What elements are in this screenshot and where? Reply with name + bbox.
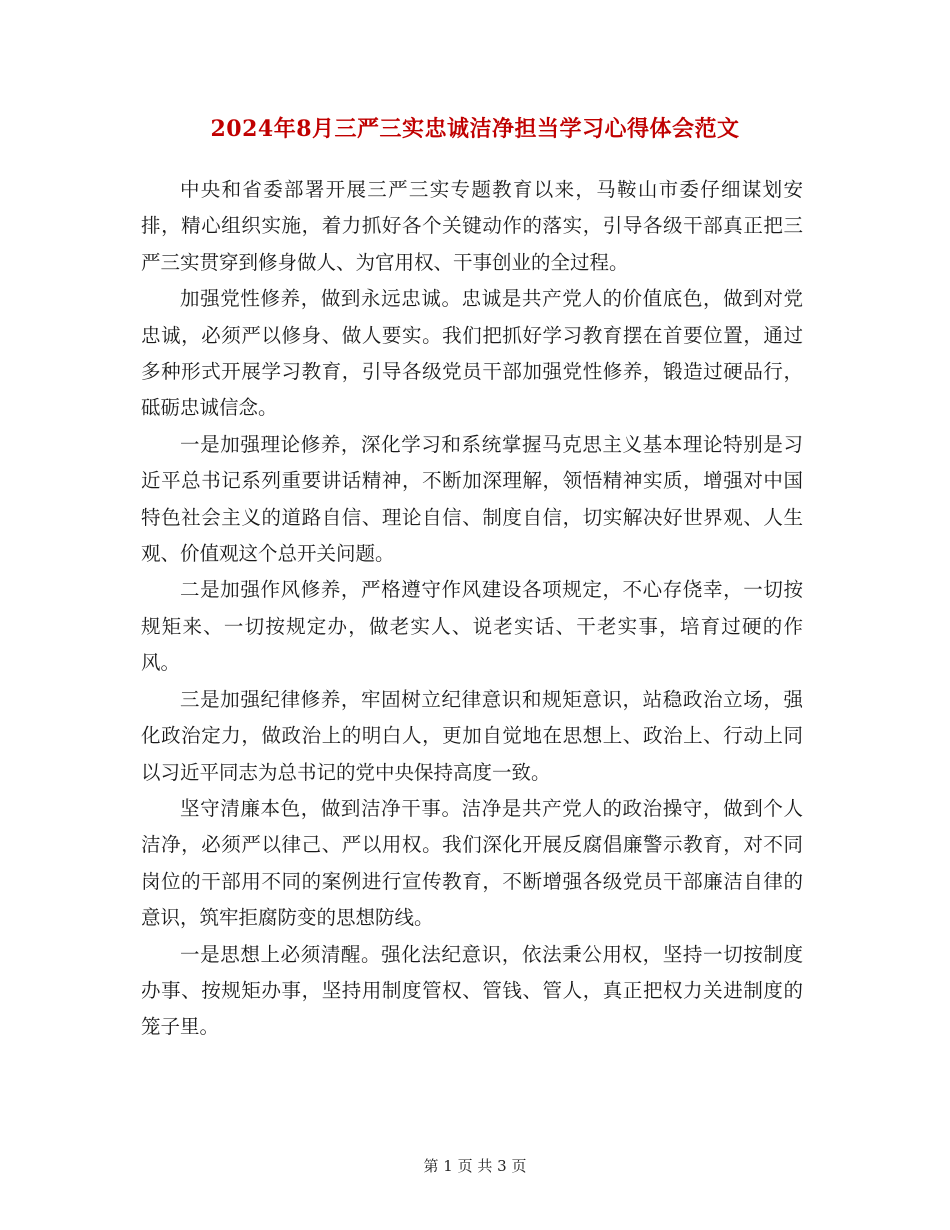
paragraph-1: 中央和省委部署开展三严三实专题教育以来，马鞍山市委仔细谋划安排，精心组织实施，着力抓好各个关键动作的落实，引导各级干部真正把三严三实贯穿到修身做人、为官用权、干事创业的全过程。 xyxy=(141,178,803,274)
paragraph-2: 加强党性修养，做到永远忠诚。忠诚是共产党人的价值底色，做到对党忠诚，必须严以修身、做人要实。我们把抓好学习教育摆在首要位置，通过多种形式开展学习教育，引导各级党员干部加强党性修养，锻造过硬品行，砥砺忠诚信念。 xyxy=(141,287,803,420)
document-title: 2024年8月三严三实忠诚洁净担当学习心得体会范文 xyxy=(210,116,740,142)
paragraph-4: 二是加强作风修养，严格遵守作风建设各项规定，不心存侥幸，一切按规矩来、一切按规定办，做老实人、说老实话、干老实事，培育过硬的作风。 xyxy=(141,578,803,675)
paragraph-6: 坚守清廉本色，做到洁净干事。洁净是共产党人的政治操守，做到个人洁净，必须严以律己、严以用权。我们深化开展反腐倡廉警示教育，对不同岗位的干部用不同的案例进行宣传教育，不断增强各级党员干部廉洁自律的意识，筑牢拒腐防变的思想防线。 xyxy=(141,796,803,930)
paragraph-5: 三是加强纪律修养，牢固树立纪律意识和规矩意识，站稳政治立场，强化政治定力，做政治上的明白人，更加自觉地在思想上、政治上、行动上同以习近平同志为总书记的党中央保持高度一致。 xyxy=(141,687,803,784)
paragraph-7: 一是思想上必须清醒。强化法纪意识，依法秉公用权，坚持一切按制度办事、按规矩办事，坚持用制度管权、管钱、管人，真正把权力关进制度的笼子里。 xyxy=(141,942,803,1039)
page-number-footer: 第 1 页 共 3 页 xyxy=(423,1157,527,1175)
paragraph-3: 一是加强理论修养，深化学习和系统掌握马克思主义基本理论特别是习近平总书记系列重要讲话精神，不断加深理解，领悟精神实质，增强对中国特色社会主义的道路自信、理论自信、制度自信，切实解决好世界观、人生观、价值观这个总开关问题。 xyxy=(141,432,803,566)
document-body xyxy=(141,172,803,1046)
